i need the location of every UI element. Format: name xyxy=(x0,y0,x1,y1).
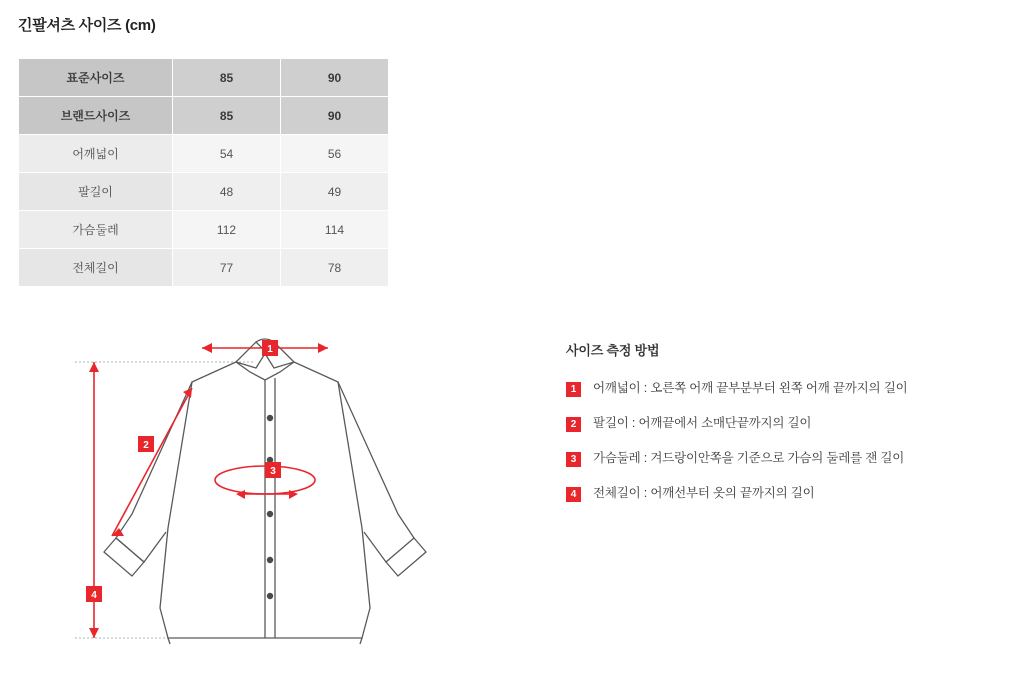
table-row-shoulder-width xyxy=(19,135,389,173)
size-table xyxy=(18,58,389,287)
guide-number-badge: 1 xyxy=(566,382,581,397)
shirt-buttons xyxy=(267,415,273,599)
guide-title: 사이즈 측정 방법 xyxy=(566,343,660,358)
row-label: 팔길이 xyxy=(19,173,173,211)
cell-value: 112 xyxy=(173,211,281,249)
guide-number-badge: 2 xyxy=(566,417,581,432)
measure-2-sleeve-length xyxy=(112,388,192,536)
row-label: 전체길이 xyxy=(19,249,173,287)
cell-value: 49 xyxy=(281,173,389,211)
cell-value: 114 xyxy=(281,211,389,249)
table-row-chest xyxy=(19,211,389,249)
cell-value: 56 xyxy=(281,135,389,173)
row-label: 가슴둘레 xyxy=(19,211,173,249)
measuring-guide xyxy=(566,340,1006,521)
guide-item-text: 전체길이 : 어깨선부터 옷의 끝까지의 길이 xyxy=(593,486,815,500)
shirt-diagram-svg xyxy=(40,318,520,668)
cell-value: 85 xyxy=(173,59,281,97)
marker-3-label: 3 xyxy=(270,466,276,477)
guide-number-badge: 3 xyxy=(566,452,581,467)
cell-value: 54 xyxy=(173,135,281,173)
cell-value: 90 xyxy=(281,97,389,135)
row-label: 브랜드사이즈 xyxy=(19,97,173,135)
table-row-sleeve-length xyxy=(19,173,389,211)
guide-number-badge: 4 xyxy=(566,487,581,502)
table-row-total-length xyxy=(19,249,389,287)
marker-2-label: 2 xyxy=(143,440,149,451)
cell-value: 90 xyxy=(281,59,389,97)
table-row-brand-size xyxy=(19,97,389,135)
row-label: 어깨넓이 xyxy=(19,135,173,173)
shirt-diagram xyxy=(40,318,520,668)
shirt-outline xyxy=(104,339,426,644)
page-title: 긴팔셔츠 사이즈 (cm) xyxy=(18,17,156,34)
guide-item-text: 팔길이 : 어깨끝에서 소매단끝까지의 길이 xyxy=(593,416,812,430)
marker-1-label: 1 xyxy=(267,344,273,355)
cell-value: 78 xyxy=(281,249,389,287)
guide-item-sleeve-length xyxy=(566,416,1006,432)
row-label: 표준사이즈 xyxy=(19,59,173,97)
cell-value: 77 xyxy=(173,249,281,287)
guide-item-total-length xyxy=(566,486,1006,502)
guide-item-text: 어깨넓이 : 오른쪽 어깨 끝부분부터 왼쪽 어깨 끝까지의 길이 xyxy=(593,381,908,395)
cell-value: 85 xyxy=(173,97,281,135)
guide-item-shoulder-width xyxy=(566,381,1006,397)
marker-4-label: 4 xyxy=(91,590,97,601)
table-row-standard-size xyxy=(19,59,389,97)
guide-item-text: 가슴둘레 : 겨드랑이안쪽을 기준으로 가슴의 둘레를 잰 길이 xyxy=(593,451,905,465)
guide-item-chest xyxy=(566,451,1006,467)
cell-value: 48 xyxy=(173,173,281,211)
